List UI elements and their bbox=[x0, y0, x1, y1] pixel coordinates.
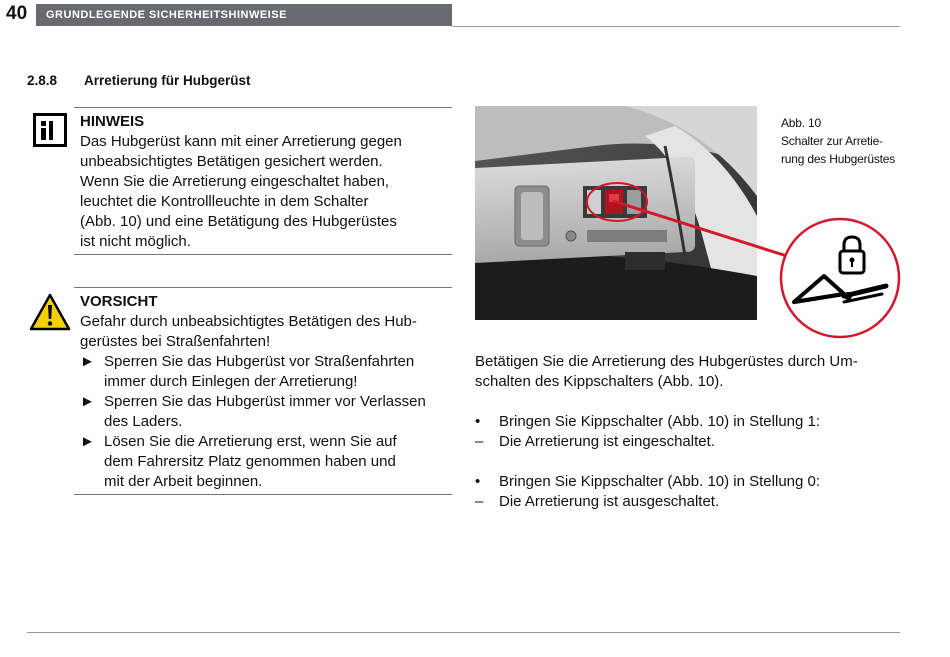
step-text: Bringen Sie Kippschalter (Abb. 10) in Stellung 1: bbox=[499, 413, 821, 430]
vorsicht-bullet-text: Lösen Sie die Arretierung erst, wenn Sie auf bbox=[104, 433, 397, 450]
figure-caption-line: rung des Hubgerüstes bbox=[781, 152, 896, 166]
hinweis-top-rule bbox=[74, 107, 452, 108]
page-number: 40 bbox=[6, 3, 28, 24]
arrow-bullet-icon: ► bbox=[80, 393, 95, 410]
body-paragraph-line: schalten des Kippschalters (Abb. 10). bbox=[475, 373, 724, 390]
step-bullet: • bbox=[475, 413, 481, 430]
hinweis-line: Wenn Sie die Arretierung eingeschaltet haben, bbox=[80, 173, 390, 190]
figure-caption-line: Abb. 10 bbox=[781, 116, 821, 130]
vorsicht-bullet-text: mit der Arbeit beginnen. bbox=[104, 473, 263, 490]
warning-triangle-icon bbox=[29, 293, 71, 331]
vorsicht-bullet bbox=[80, 432, 446, 452]
vorsicht-bullet-cont bbox=[80, 412, 446, 432]
hinweis-bottom-rule bbox=[74, 254, 452, 255]
body-paragraph-line: Betätigen Sie die Arretierung des Hubgerüstes durch Um- bbox=[475, 353, 858, 370]
vorsicht-bullet-text: dem Fahrersitz Platz genommen haben und bbox=[104, 453, 396, 470]
vorsicht-top-rule bbox=[74, 287, 452, 288]
vorsicht-bullet-text: des Laders. bbox=[104, 413, 183, 430]
header-divider bbox=[452, 26, 900, 27]
arrow-bullet-icon: ► bbox=[80, 353, 95, 370]
step-result-text: Die Arretierung ist ausgeschaltet. bbox=[499, 493, 720, 510]
section-number: 2.8.8 bbox=[27, 73, 58, 88]
step-result-row bbox=[475, 492, 900, 512]
step-row bbox=[475, 412, 900, 432]
vorsicht-bullet bbox=[80, 352, 446, 372]
hinweis-title: HINWEIS bbox=[80, 113, 145, 130]
info-icon bbox=[33, 113, 67, 147]
step-result-text: Die Arretierung ist eingeschaltet. bbox=[499, 433, 715, 450]
arrow-bullet-icon: ► bbox=[80, 433, 95, 450]
hinweis-line: leuchtet die Kontrollleuchte in dem Schalter bbox=[80, 193, 369, 210]
step-text: Bringen Sie Kippschalter (Abb. 10) in Stellung 0: bbox=[499, 473, 821, 490]
section-banner: GRUNDLEGENDE SICHERHEITSHINWEISE bbox=[36, 4, 452, 26]
footer-divider bbox=[27, 632, 900, 633]
vorsicht-bullet-cont bbox=[80, 472, 446, 492]
vorsicht-bullet-cont bbox=[80, 452, 446, 472]
hinweis-line: ist nicht möglich. bbox=[80, 233, 191, 250]
vorsicht-bullet-text: Sperren Sie das Hubgerüst immer vor Verlassen bbox=[104, 393, 426, 410]
hinweis-line: unbeabsichtigtes Betätigen gesichert werden. bbox=[80, 153, 383, 170]
hinweis-line: Das Hubgerüst kann mit einer Arretierung gegen bbox=[80, 133, 402, 150]
vorsicht-line: Gefahr durch unbeabsichtigtes Betätigen des Hub- bbox=[80, 313, 417, 330]
step-row bbox=[475, 472, 900, 492]
lock-detail-circle bbox=[778, 216, 902, 340]
callout-line bbox=[605, 195, 805, 265]
hinweis-line: (Abb. 10) und eine Betätigung des Hubgerüstes bbox=[80, 213, 397, 230]
result-dash: – bbox=[475, 433, 484, 450]
vorsicht-bottom-rule bbox=[74, 494, 452, 495]
step-bullet: • bbox=[475, 473, 481, 490]
section-title: Arretierung für Hubgerüst bbox=[84, 73, 251, 88]
figure-caption bbox=[781, 114, 906, 168]
vorsicht-line: gerüstes bei Straßenfahrten! bbox=[80, 333, 271, 350]
vorsicht-bullet-cont bbox=[80, 372, 446, 392]
vorsicht-bullet-text: immer durch Einlegen der Arretierung! bbox=[104, 373, 358, 390]
step-result-row bbox=[475, 432, 900, 452]
vorsicht-title: VORSICHT bbox=[80, 293, 158, 310]
vorsicht-bullet bbox=[80, 392, 446, 412]
vorsicht-bullet-text: Sperren Sie das Hubgerüst vor Straßenfahrten bbox=[104, 353, 415, 370]
figure-caption-line: Schalter zur Arretie- bbox=[781, 134, 883, 148]
result-dash: – bbox=[475, 493, 484, 510]
